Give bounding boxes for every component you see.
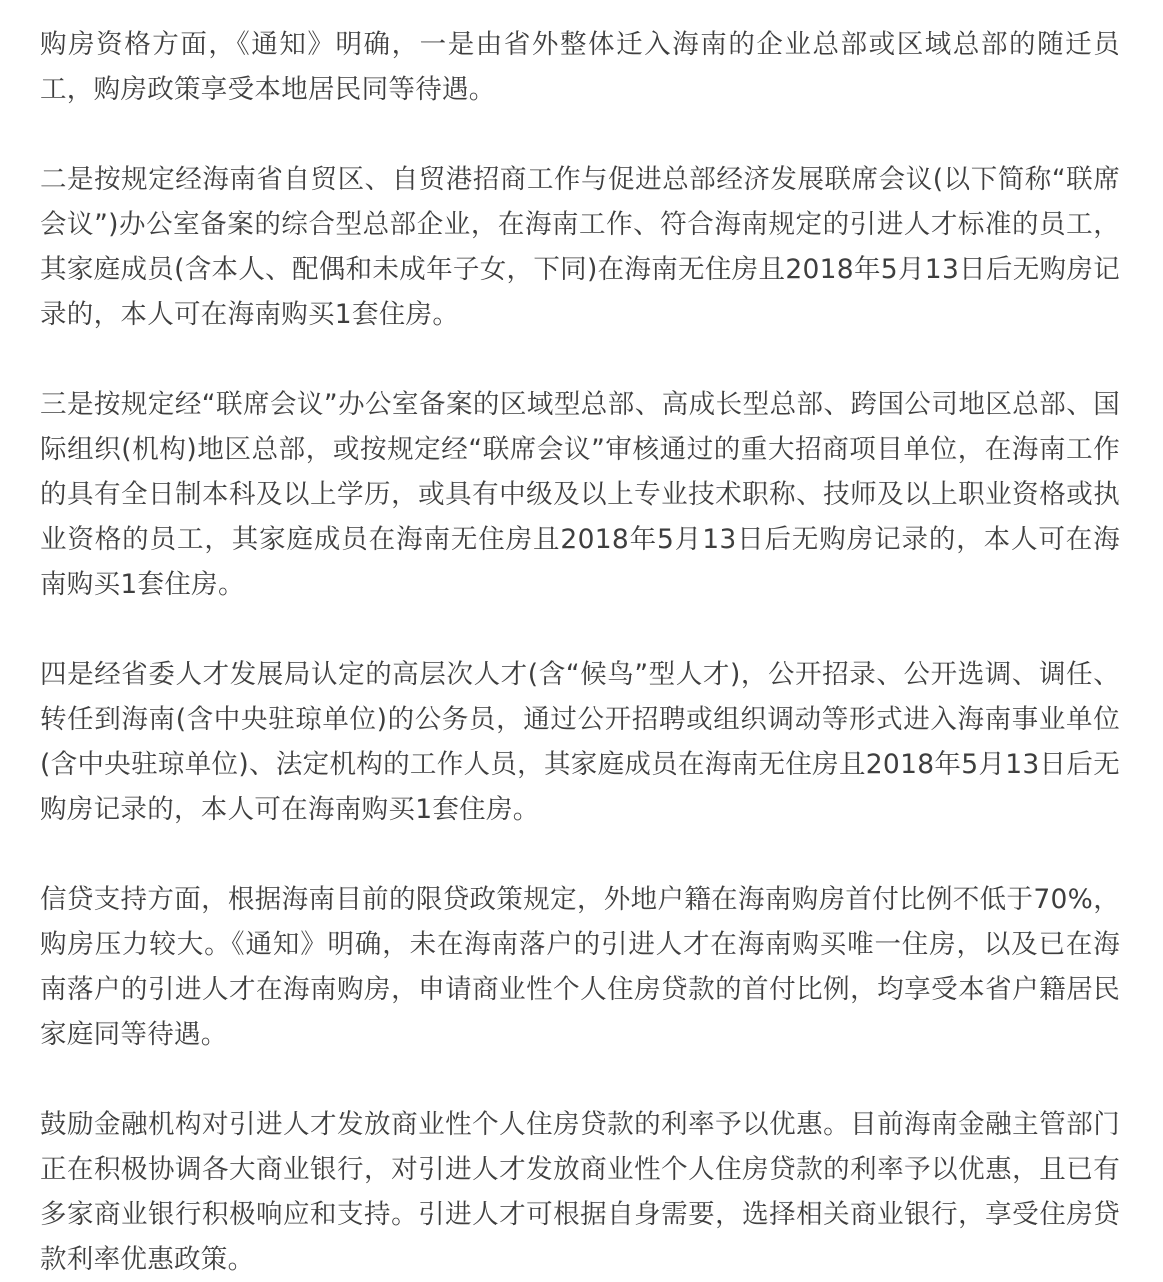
- article-body: [40, 22, 1120, 1282]
- paragraph-eligibility-high-level-talent: 四是经省委人才发展局认定的高层次人才(含“候鸟”型人才)，公开招录、公开选调、调任、转任到海南(含中央驻琼单位)的公务员，通过公开招聘或组织调动等形式进入海南事业单位(含中央驻琼单位)、法定机构的工作人员，其家庭成员在海南无住房且2018年5月13日后无购房记录的，本人可在海南购买1套住房。: [40, 659, 1120, 825]
- paragraph-eligibility-regional-hq: 三是按规定经“联席会议”办公室备案的区域型总部、高成长型总部、跨国公司地区总部、国际组织(机构)地区总部，或按规定经“联席会议”审核通过的重大招商项目单位，在海南工作的具有全日制本科及以上学历，或具有中级及以上专业技术职称、技师及以上职业资格或执业资格的员工，其家庭成员在海南无住房且2018年5月13日后无购房记录的，本人可在海南购买1套住房。: [40, 389, 1120, 600]
- paragraph-interest-rate-discount: 鼓励金融机构对引进人才发放商业性个人住房贷款的利率予以优惠。目前海南金融主管部门正在积极协调各大商业银行，对引进人才发放商业性个人住房贷款的利率予以优惠，且已有多家商业银行积极响应和支持。引进人才可根据自身需要，选择相关商业银行，享受住房贷款利率优惠政策。: [40, 1109, 1120, 1275]
- paragraph-eligibility-comprehensive-hq: 二是按规定经海南省自贸区、自贸港招商工作与促进总部经济发展联席会议(以下简称“联席会议”)办公室备案的综合型总部企业，在海南工作、符合海南规定的引进人才标准的员工，其家庭成员(含本人、配偶和未成年子女，下同)在海南无住房且2018年5月13日后无购房记录的，本人可在海南购买1套住房。: [40, 164, 1120, 330]
- paragraph-housing-eligibility-intro: 购房资格方面，《通知》明确，一是由省外整体迁入海南的企业总部或区域总部的随迁员工，购房政策享受本地居民同等待遇。: [40, 29, 1120, 105]
- paragraph-credit-support: 信贷支持方面，根据海南目前的限贷政策规定，外地户籍在海南购房首付比例不低于70%，购房压力较大。《通知》明确，未在海南落户的引进人才在海南购买唯一住房，以及已在海南落户的引进人才在海南购房，申请商业性个人住房贷款的首付比例，均享受本省户籍居民家庭同等待遇。: [40, 884, 1120, 1050]
